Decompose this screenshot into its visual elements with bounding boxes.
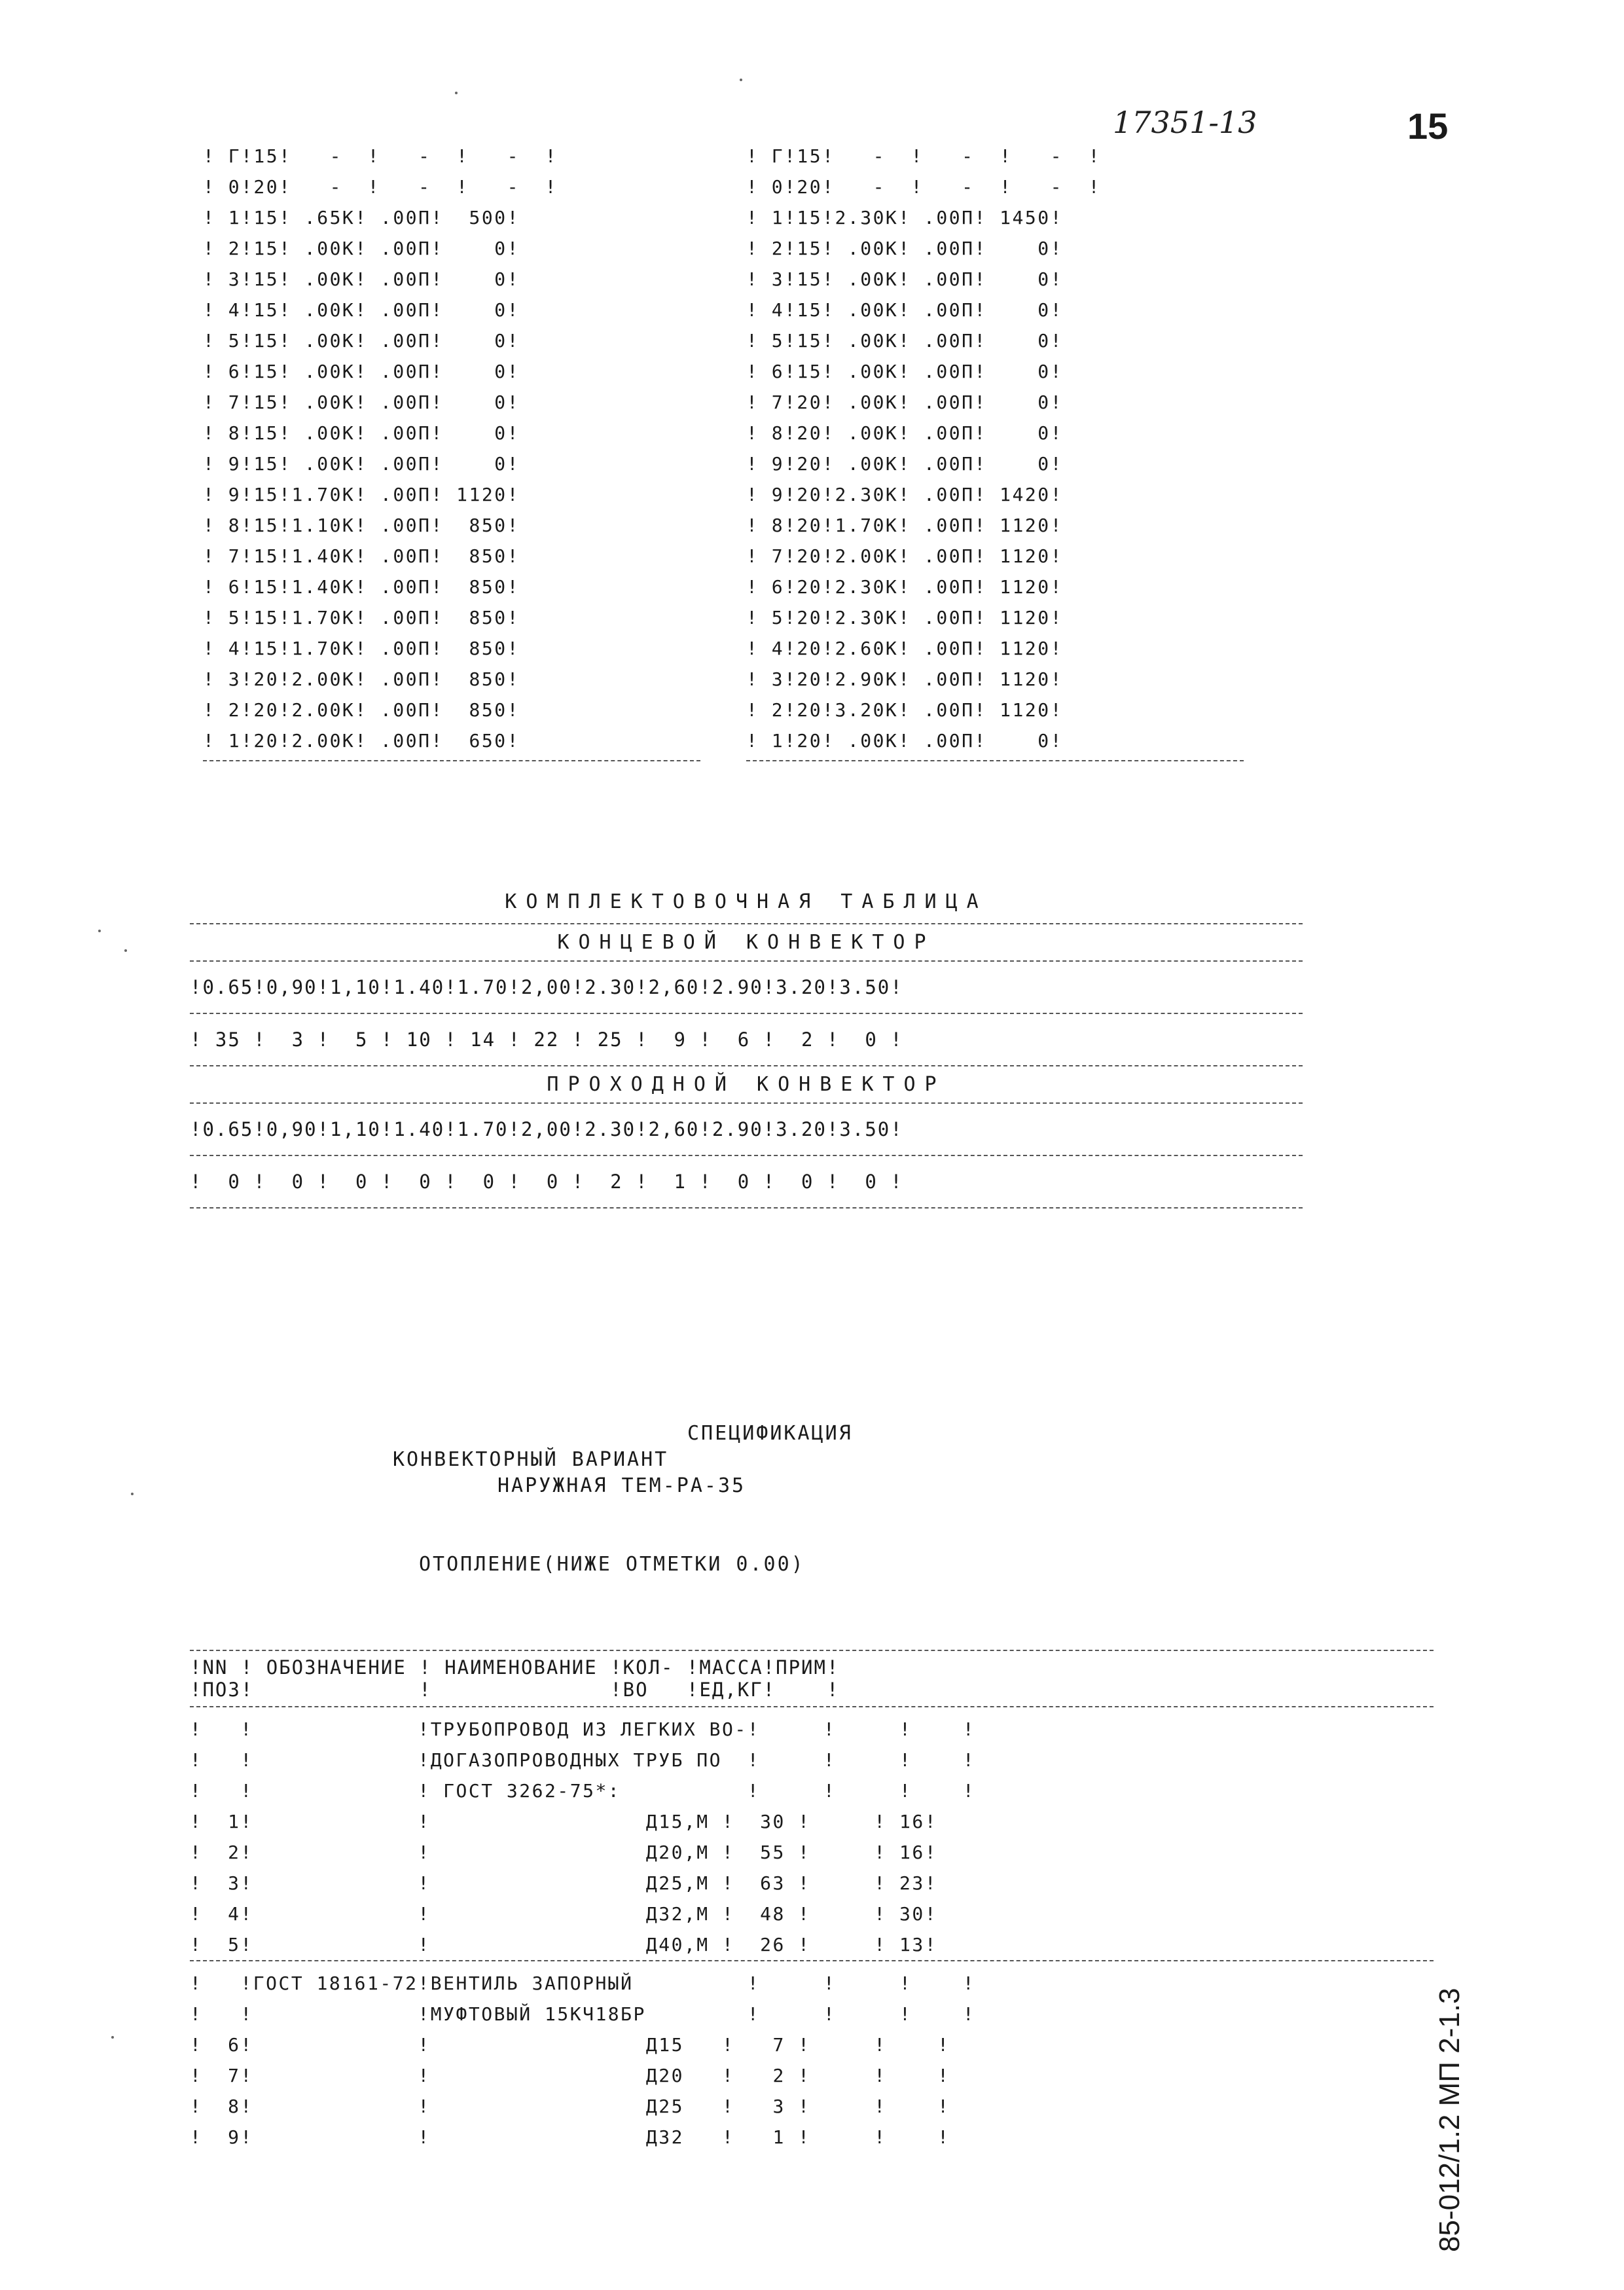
scan-dot [98, 930, 101, 932]
spec-header-line2: !ПОЗ! ! !ВО !ЕД,КГ! ! [190, 1679, 840, 1701]
spec-heating: ОТОПЛЕНИЕ(НИЖЕ ОТМЕТКИ 0.00) [419, 1553, 805, 1576]
spec-outside-temp: НАРУЖНАЯ ТЕМ-РА-35 [497, 1474, 746, 1497]
end-convector-label: КОНЦЕВОЙ КОНВЕКТОР [557, 931, 935, 954]
pass-counts-row: ! 0 ! 0 ! 0 ! 0 ! 0 ! 0 ! 2 ! 1 ! 0 ! 0 ! 0 ! [190, 1171, 903, 1193]
spec-table [190, 1650, 1434, 2153]
document-code: 17351-13 [1113, 105, 1257, 140]
spec-group-valves: ! !ГОСТ 18161-72!ВЕНТИЛЬ ЗАПОРНЫЙ ! ! ! ! ! ! !МУФТОВЫЙ 15КЧ18БР ! ! ! ! ! 6! ! Д15 ! 7 ! ! ! ! 7! ! Д20 ! 2 ! ! ! ! 8! ! Д25 ! 3 ! ! ! ! 9! ! Д32 ! 1 ! ! ! [190, 1972, 976, 2148]
scan-dot [124, 949, 127, 952]
spec-header-line1: !NN ! ОБОЗНАЧЕНИЕ ! НАИМЕНОВАНИЕ !КОЛ- !МАССА!ПРИМ! [190, 1656, 840, 1679]
kit-table-title: КОМПЛЕКТОВОЧНАЯ ТАБЛИЦА [505, 890, 988, 913]
top-table-left [203, 141, 700, 761]
divider [203, 760, 700, 761]
divider [190, 1207, 1303, 1209]
spec-variant: КОНВЕКТОРНЫЙ ВАРИАНТ [393, 1448, 669, 1471]
side-code: 85-012/1.2 МП 2-1.3 [1434, 1988, 1466, 2252]
end-counts-row: ! 35 ! 3 ! 5 ! 10 ! 14 ! 22 ! 25 ! 9 ! 6 ! 2 ! 0 ! [190, 1028, 903, 1051]
divider [190, 1706, 1434, 1707]
spec-title: СПЕЦИФИКАЦИЯ [687, 1422, 853, 1445]
top-table-left-rows: ! Г!15! - ! - ! - ! ! 0!20! - ! - ! - ! ! 1!15! .65К! .00П! 500! ! 2!15! .00К! .00П! 0! ! 3!15! .00К! .00П! 0! ! 4!15! .00К! .00П! 0! ! 5!15! .00К! .00П! 0! ! 6!15! .00К! .00П! 0! ! 7!15! .00К! .00П! 0! ! 8!15! .00К! .00П! 0! ! 9!15! .00К! .00П! 0! ! 9!15!1.70К! .00П! 1120! ! 8!15!1.10К! .00П! 850! ! 7!15!1.40К! .00П! 850! ! 6!15!1.40К! .00П! 850! ! 5!15!1.70К! .00П! 850! ! 4!15!1.70К! .00П! 850! ! 3!20!2.00К! .00П! 850! ! 2!20!2.00К! .00П! 850! ! 1!20!2.00К! .00П! 650! [203, 145, 558, 752]
scan-dot [111, 2036, 114, 2039]
scan-dot [131, 1493, 134, 1495]
scan-dot [740, 79, 742, 81]
spec-group-pipes: ! ! !ТРУБОПРОВОД ИЗ ЛЕГКИХ ВО-! ! ! ! ! ! !ДОГАЗОПРОВОДНЫХ ТРУБ ПО ! ! ! ! ! ! ! ГОСТ 3262-75*: ! ! ! ! ! 1! ! Д15,М ! 30 ! ! 16! ! 2! ! Д20,М ! 55 ! ! 16! ! 3! ! Д25,М ! 63 ! ! 23! ! 4! ! Д32,М ! 48 ! ! 30! ! 5! ! Д40,М ! 26 ! ! 13! [190, 1718, 976, 1955]
top-table-right-rows: ! Г!15! - ! - ! - ! ! 0!20! - ! - ! - ! ! 1!15!2.30К! .00П! 1450! ! 2!15! .00К! .00П! 0! ! 3!15! .00К! .00П! 0! ! 4!15! .00К! .00П! 0! ! 5!15! .00К! .00П! 0! ! 6!15! .00К! .00П! 0! ! 7!20! .00К! .00П! 0! ! 8!20! .00К! .00П! 0! ! 9!20! .00К! .00П! 0! ! 9!20!2.30К! .00П! 1420! ! 8!20!1.70К! .00П! 1120! ! 7!20!2.00К! .00П! 1120! ! 6!20!2.30К! .00П! 1120! ! 5!20!2.30К! .00П! 1120! ! 4!20!2.60К! .00П! 1120! ! 3!20!2.90К! .00П! 1120! ! 2!20!3.20К! .00П! 1120! ! 1!20! .00К! .00П! 0! [746, 145, 1102, 752]
page-number: 15 [1407, 105, 1449, 147]
divider [746, 760, 1244, 761]
pass-sizes-row: !0.65!0,90!1,10!1.40!1.70!2,00!2.30!2,60!2.90!3.20!3.50! [190, 1118, 903, 1140]
top-table-right [746, 141, 1244, 761]
scan-dot [455, 92, 458, 94]
end-sizes-row: !0.65!0,90!1,10!1.40!1.70!2,00!2.30!2,60!2.90!3.20!3.50! [190, 976, 903, 998]
divider [190, 1960, 1434, 1961]
kit-table [190, 923, 1303, 1209]
pass-convector-label: ПРОХОДНОЙ КОНВЕКТОР [547, 1073, 946, 1096]
